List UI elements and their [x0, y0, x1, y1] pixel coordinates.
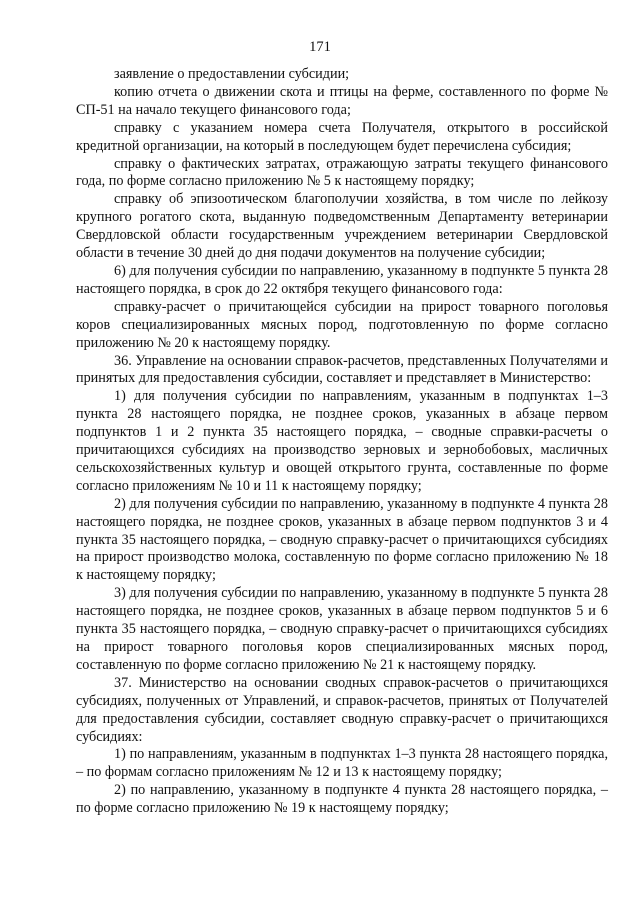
- paragraph-epizootic-certificate: справку об эпизоотическом благополучии хозяйства, в том числе по лейкозу крупного рогатого скота, выданную подведомственным Департаменту ветеринарии Свердловской области государственным учреждением ветеринарии Свердловской области в течение 30 дней до дня подачи документов на получение субсидии;: [76, 191, 608, 262]
- paragraph-clause-36: 36. Управление на основании справок-расчетов, представленных Получателями и принятых для предоставления субсидии, составляет и представляет в Министерство:: [76, 352, 608, 387]
- paragraph-livestock-report: копию отчета о движении скота и птицы на ферме, составленного по форме № СП-51 на начало текущего финансового года;: [76, 83, 608, 118]
- document-body: [76, 66, 608, 818]
- paragraph-clause-36-item-3: 3) для получения субсидии по направлению, указанному в подпункте 5 пункта 28 настоящего порядка, не позднее сроков, указанных в абзаце первом подпунктов 5 и 6 пункта 35 настоящего порядка, – сводную справку-расчет о причитающихся субсидиях на прирост товарного поголовья коров специализированных мясных пород, составленную по форме согласно приложению № 21 к настоящему порядку.: [76, 585, 608, 673]
- paragraph-actual-costs: справку о фактических затратах, отражающую затраты текущего финансового года, по форме согласно приложению № 5 к настоящему порядку;: [76, 155, 608, 190]
- paragraph-application: заявление о предоставлении субсидии;: [114, 66, 350, 82]
- paragraph-clause-37: 37. Министерство на основании сводных справок-расчетов о причитающихся субсидиях, полученных от Управлений, и справок-расчетов, принятых от Получателей для предоставления субсидии, составляет сводную справку-расчет о причитающихся субсидиях:: [76, 674, 608, 745]
- paragraph-clause-36-item-1: 1) для получения субсидии по направлениям, указанным в подпунктах 1–3 пункта 28 настоящего порядка, не позднее сроков, указанных в абзаце первом подпунктов 1 и 2 пункта 35 настоящего порядка, – сводные справки-расчеты о причитающихся субсидиях на производство зерновых и зернобобовых, масличных сельскохозяйственных культур и овощей открытого грунта, составленные по форме согласно приложениям № 10 и 11 к настоящему порядку;: [76, 388, 608, 494]
- paragraph-beef-cows-calculation: справку-расчет о причитающейся субсидии на прирост товарного поголовья коров специализированных мясных пород, подготовленную по форме согласно приложению № 20 к настоящему порядку.: [76, 298, 608, 351]
- page-number: 171: [309, 39, 331, 55]
- paragraph-item-6: 6) для получения субсидии по направлению, указанному в подпункте 5 пункта 28 настоящего порядка, в срок до 22 октября текущего финансового года:: [76, 262, 608, 297]
- paragraph-clause-36-item-2: 2) для получения субсидии по направлению, указанному в подпункте 4 пункта 28 настоящего порядка, не позднее сроков, указанных в абзаце первом подпунктов 3 и 4 пункта 35 настоящего порядка, – сводную справку-расчет о причитающихся субсидиях на прирост производство молока, составленную по форме согласно приложению № 18 к настоящему порядку;: [76, 495, 608, 584]
- paragraph-clause-37-item-2: 2) по направлению, указанному в подпункте 4 пункта 28 настоящего порядка, – по форме согласно приложению № 19 к настоящему порядку;: [76, 782, 608, 817]
- paragraph-clause-37-item-1: 1) по направлениям, указанным в подпунктах 1–3 пункта 28 настоящего порядка, – по формам согласно приложениям № 12 и 13 к настоящему порядку;: [76, 746, 608, 781]
- paragraph-account-certificate: справку с указанием номера счета Получателя, открытого в российской кредитной организации, на который в последующем будет перечислена субсидия;: [76, 119, 608, 154]
